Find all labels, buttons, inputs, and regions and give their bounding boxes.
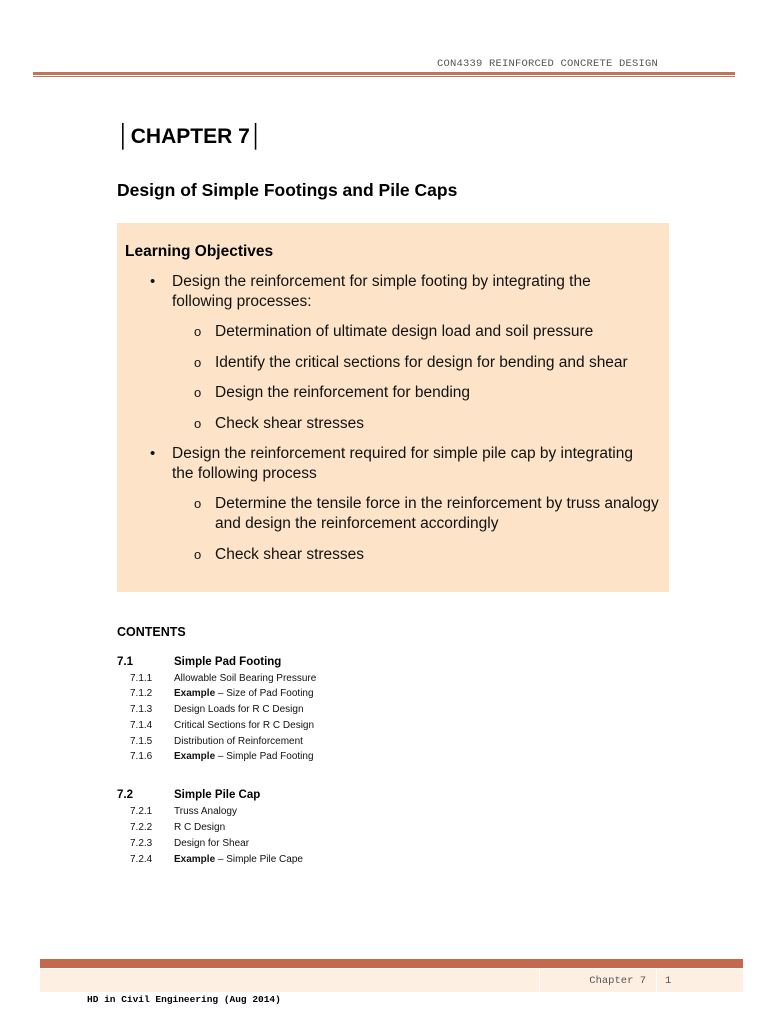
subsection-text: Truss Analogy [174,806,237,817]
objective-subitem [194,494,660,534]
subsection-title [174,673,316,684]
subsection-text: Allowable Soil Bearing Pressure [174,673,317,684]
objective-item [150,444,642,484]
learning-objectives-box [117,223,669,592]
bullet-icon: • [150,273,156,290]
section-number: 7.1 [117,656,133,668]
bullet-icon: • [150,445,156,462]
subsection-text: Critical Sections for R C Design [174,720,315,731]
page-number: 1 [665,975,672,987]
subsection-title [174,720,314,731]
subsection-text: R C Design [174,822,226,833]
subsection-title [174,822,225,833]
footer-chapter-label: Chapter 7 [589,975,646,987]
subsection-text: Distribution of Reinforcement [174,736,303,747]
subsection-number: 7.1.6 [130,751,153,762]
objective-subitem-text: Determination of ultimate design load and soil pressure [215,323,594,340]
header-rule [33,72,735,75]
subsection-number: 7.2.1 [130,806,153,817]
footer-divider [656,969,657,992]
circle-bullet-icon: o [194,416,202,431]
objective-subitem [194,545,660,565]
subsection-emphasis: Example [174,688,216,699]
subsection-title [174,806,237,817]
footer-course-label: HD in Civil Engineering (Aug 2014) [87,994,281,1005]
subsection-text: – Simple Pad Footing [215,751,314,762]
objective-subitem [194,353,660,373]
chapter-bar-left: │ [117,123,131,148]
section-number: 7.2 [117,789,133,801]
circle-bullet-icon: o [194,385,202,400]
subsection-title [174,736,303,747]
objective-subitem [194,383,660,403]
footer-band [40,959,743,968]
subsection-text: Design Loads for R C Design [174,704,304,715]
subsection-title [174,838,249,849]
subsection-text: – Simple Pile Cape [215,854,303,865]
circle-bullet-icon: o [194,355,202,370]
circle-bullet-icon: o [194,496,202,511]
chapter-bar-right: │ [249,123,264,148]
subsection-number: 7.2.4 [130,854,153,865]
chapter-label: CHAPTER 7 [130,125,250,148]
chapter-heading [117,122,264,151]
objective-subitem-text: Design the reinforcement for bending [215,384,471,401]
objective-subitem-text: Check shear stresses [215,415,365,432]
objective-subitem-text: Identify the critical sections for design for bending and shear [215,354,628,371]
section-title: Simple Pad Footing [174,656,282,668]
subsection-number: 7.1.3 [130,704,153,715]
subsection-emphasis: Example [174,751,216,762]
subsection-emphasis: Example [174,854,216,865]
circle-bullet-icon: o [194,547,202,562]
running-header: CON4339 REINFORCED CONCRETE DESIGN [436,58,658,70]
subsection-number: 7.1.1 [130,673,153,684]
objective-subitem-text: Check shear stresses [215,546,365,563]
header-rule-thin [33,76,735,77]
subsection-title [174,704,304,715]
objective-text: Design the reinforcement for simple footing by integrating the following processes: [172,273,591,310]
subsection-number: 7.2.2 [130,822,153,833]
contents-title: CONTENTS [117,625,186,639]
objective-subitem [194,322,660,342]
subsection-text: – Size of Pad Footing [215,688,314,699]
subsection-number: 7.1.4 [130,720,153,731]
objective-item [150,272,642,312]
objective-subitem-text: Determine the tensile force in the reinforcement by truss analogy and design the reinforcement accordingly [215,495,659,532]
subsection-number: 7.1.5 [130,736,153,747]
subsection-number: 7.2.3 [130,838,153,849]
objectives-heading: Learning Objectives [125,243,274,260]
subsection-title [174,751,314,762]
chapter-title: Design of Simple Footings and Pile Caps [117,180,458,200]
objective-text: Design the reinforcement required for simple pile cap by integrating the following process [172,445,633,482]
subsection-text: Design for Shear [174,838,250,849]
subsection-title [174,688,314,699]
section-title: Simple Pile Cap [174,789,261,801]
subsection-number: 7.1.2 [130,688,153,699]
circle-bullet-icon: o [194,324,202,339]
subsection-title [174,854,303,865]
objective-subitem [194,414,660,434]
